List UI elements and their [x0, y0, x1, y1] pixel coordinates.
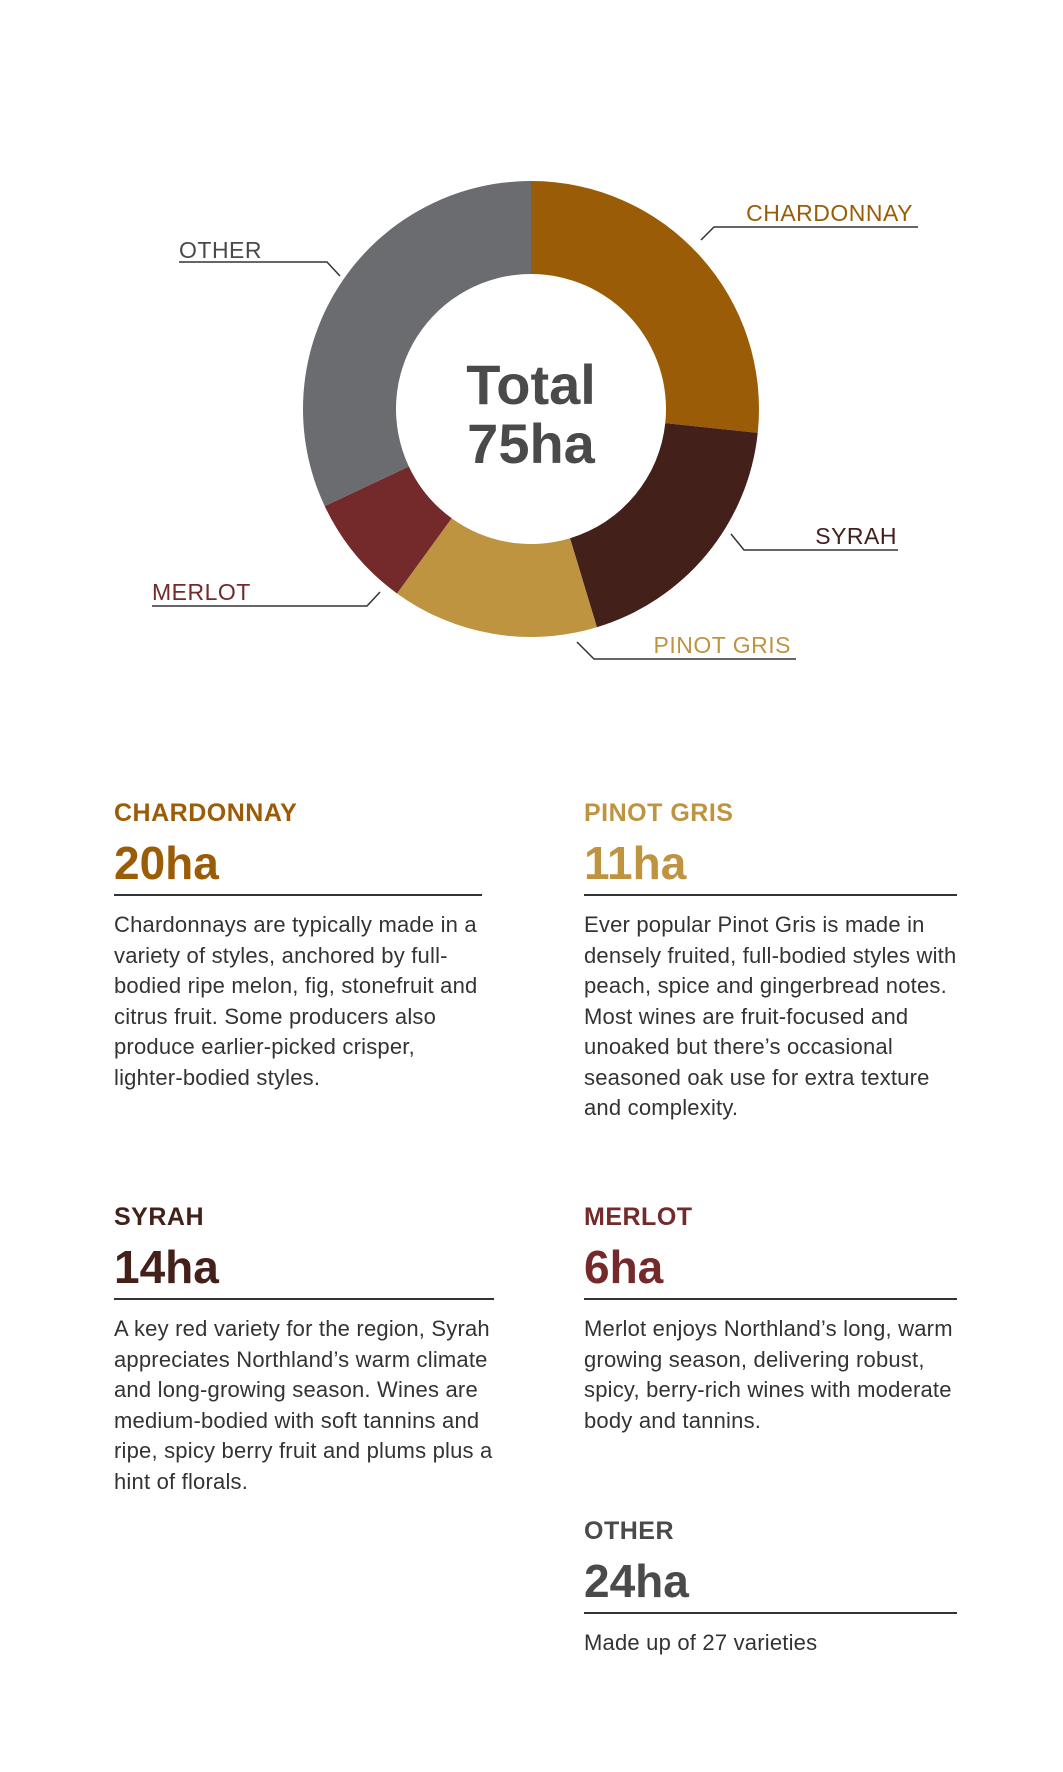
chardonnay-description: Chardonnays are typically made in a variety of styles, anchored by full-bodied ripe melon, fig, stonefruit and citrus fruit. Some producers also produce earlier-picked crisper, lighter-bodied styles. [114, 912, 478, 1090]
chart-label-merlot: MERLOT [152, 579, 251, 605]
chart-center-value: 75ha [467, 412, 595, 475]
chardonnay-amount: 20ha [114, 840, 482, 896]
syrah-amount: 14ha [114, 1244, 494, 1300]
pinot-gris-amount: 11ha [584, 840, 957, 896]
chardonnay-title: CHARDONNAY [114, 799, 298, 827]
callout-chardonnay [701, 200, 918, 240]
syrah-description: A key red variety for the region, Syrah appreciates Northland’s warm climate and long-growing season. Wines are medium-bodied with soft tannins and ripe, spicy berry fruit and plums plus a hint of florals. [114, 1316, 493, 1494]
donut-chart [0, 0, 1063, 720]
syrah-title: SYRAH [114, 1203, 205, 1231]
other-description: Made up of 27 varieties [584, 1630, 818, 1655]
pinot-gris-title: PINOT GRIS [584, 799, 734, 827]
callout-syrah [731, 523, 898, 550]
chart-label-chardonnay: CHARDONNAY [746, 200, 913, 226]
donut-slice-syrah [570, 423, 758, 627]
callout-pinot-gris [577, 632, 796, 659]
chart-label-other: OTHER [179, 237, 262, 263]
other-amount: 24ha [584, 1558, 957, 1614]
chart-center-title: Total [466, 353, 596, 416]
merlot-title: MERLOT [584, 1203, 693, 1231]
pinot-gris-section [584, 801, 957, 1124]
merlot-amount: 6ha [584, 1244, 957, 1300]
callout-merlot [152, 579, 380, 606]
callout-other [179, 237, 340, 276]
merlot-section [584, 1205, 957, 1436]
merlot-description: Merlot enjoys Northland’s long, warm growing season, delivering robust, spicy, berry-rich wines with moderate body and tannins. [584, 1316, 953, 1433]
syrah-section [114, 1205, 494, 1497]
chart-label-syrah: SYRAH [815, 523, 897, 549]
other-title: OTHER [584, 1517, 674, 1545]
chardonnay-section [114, 801, 482, 1093]
chart-label-pinot-gris: PINOT GRIS [653, 632, 791, 658]
other-section [584, 1519, 957, 1659]
pinot-gris-description: Ever popular Pinot Gris is made in densely fruited, full-bodied styles with peach, spice and gingerbread notes. Most wines are fruit-focused and unoaked but there’s occasional seasoned oak use for extra texture and complexity. [584, 912, 957, 1120]
